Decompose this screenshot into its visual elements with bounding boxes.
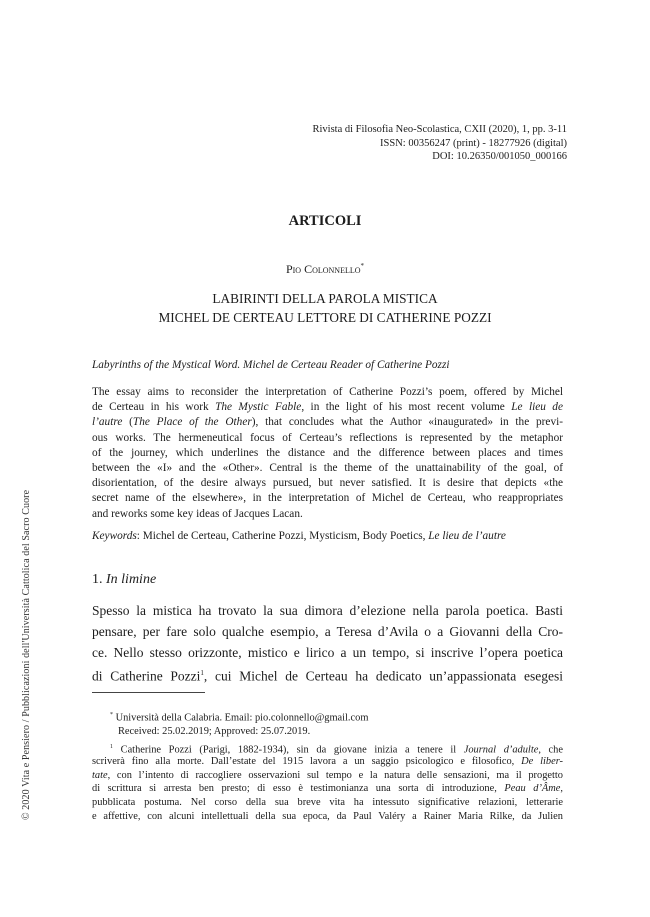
section-number: 1. — [92, 572, 106, 587]
footnote-author-line1 — [110, 709, 368, 725]
footnote-1 — [92, 741, 563, 824]
journal-citation: Rivista di Filosofia Neo-Scolastica, CXII (2020), 1, pp. 3-11 — [312, 124, 567, 135]
abstract-text: , in the light of his most recent volume — [301, 401, 512, 414]
footnote-line — [92, 741, 563, 755]
abstract-italic: The Mystic Fable — [215, 401, 302, 414]
footnote-italic: Peau d’Âme — [504, 783, 561, 795]
abstract-line: and reworks some key ideas of Jacques Lacan. — [92, 507, 303, 520]
keywords-label: Keywords — [92, 530, 137, 542]
abstract-line: between the «I» and the «Other». Central is the theme of the unattainability of the goal, of — [92, 461, 563, 474]
journal-metadata — [313, 123, 568, 164]
body-text — [92, 600, 563, 684]
footnote-line: pubblicata postuma. Nel corso della sua breve vita ha intessuto significative relazioni, letterarie — [92, 797, 563, 809]
footnote-author-line2: Received: 25.02.2019; Approved: 25.07.2019. — [118, 726, 311, 738]
footnote-mark: 1 — [110, 744, 113, 750]
abstract-italic: The Place of the Other — [132, 416, 252, 429]
side-copyright-notice: © 2020 Vita e Pensiero / Pubblicazioni dell'Università Cattolica del Sacro Cuore — [21, 489, 32, 820]
footnote-line — [92, 782, 563, 796]
footnote-line — [92, 769, 563, 783]
article-title — [0, 289, 650, 327]
footnote-text: di scrittura si arresta ben presto; di esso è testimonianza una sorta di introduzione, — [92, 783, 505, 795]
english-title: Labyrinths of the Mystical Word. Michel de Certeau Reader of Catherine Pozzi — [92, 359, 450, 371]
footnote-text: , — [560, 783, 563, 795]
abstract-line: ous works. The hermeneutical focus of Certeau’s reflections is represented by the metaphor — [92, 431, 563, 444]
journal-doi: DOI: 10.26350/001050_000166 — [432, 151, 567, 162]
abstract-italic: l’autre — [92, 416, 123, 429]
footnote-text: Catherine Pozzi (Parigi, 1882-1934), sin da giovane inizia a tenere il — [113, 744, 464, 756]
footnote-mark: * — [110, 712, 113, 718]
footnote-text: Università della Calabria. Email: pio.colonnello@gmail.com — [113, 712, 369, 724]
footnote-line — [92, 755, 563, 769]
footnote-divider — [92, 692, 205, 693]
footnote-text: , che — [538, 744, 563, 756]
abstract-line: of the journey, which underlines the distance and the difference between places and times — [92, 446, 563, 459]
keywords-text: : Michel de Certeau, Catherine Pozzi, Mysticism, Body Poetics, — [136, 530, 429, 542]
footnote-line: e affettive, con alcuni intellettuali della sua epoca, da Paul Valéry a Rainer Maria Rilke, da Julien — [92, 810, 563, 822]
title-line-2: MICHEL DE CERTEAU LETTORE DI CATHERINE POZZI — [158, 310, 492, 325]
keywords — [92, 530, 563, 542]
abstract-text: ), that concludes what the Author «inaugurated» in the previ- — [251, 416, 563, 429]
footnote-text: , con l’intento di raccogliere osservazioni sul tempo e la natura delle sensazioni, ma il progetto — [107, 769, 563, 781]
abstract-text: ( — [122, 416, 133, 429]
footnote-ref: 1 — [200, 669, 204, 677]
body-text-span: , cui Michel de Certeau ha dedicato un’appassionata esegesi — [203, 668, 563, 684]
journal-issn: ISSN: 00356247 (print) - 18277926 (digital) — [380, 137, 567, 149]
title-line-1: LABIRINTI DELLA PAROLA MISTICA — [212, 291, 438, 306]
body-text-span: di Catherine Pozzi — [92, 668, 201, 684]
body-line: ce. Nello stesso orizzonte, mistico e lirico a un tempo, si inscrive l’opera poetica — [92, 645, 563, 660]
abstract-line — [92, 415, 563, 430]
footnote-italic: tate — [92, 769, 108, 781]
footnote-author — [110, 709, 368, 739]
author-name: Pio Colonnello — [285, 262, 361, 276]
section-heading: ARTICOLI — [288, 213, 362, 229]
keywords-italic: Le lieu de l’autre — [428, 530, 506, 542]
footnote-italic: De liber- — [521, 755, 564, 767]
section-name: In limine — [106, 572, 157, 587]
body-line: Spesso la mistica ha trovato la sua dimora d’elezione nella parola poetica. Basti — [92, 603, 563, 618]
body-line: pensare, per fare solo qualche esempio, a Teresa d’Avila o a Giovanni della Cro- — [92, 624, 563, 639]
abstract-italic: Le lieu de — [511, 401, 563, 414]
abstract-line — [92, 400, 563, 415]
section-title — [92, 572, 156, 588]
footnote-italic: Journal d’adulte — [463, 744, 539, 756]
abstract-text: de Certeau in his work — [92, 401, 216, 414]
abstract-line: disorientation, of the desire always pursued, but never satisfied. It is desire that depicts «the — [92, 477, 563, 490]
abstract — [92, 385, 563, 522]
abstract-line: The essay aims to reconsider the interpretation of Catherine Pozzi’s poem, offered by Michel — [92, 386, 563, 398]
author-footnote-mark: * — [360, 262, 365, 270]
body-line — [92, 663, 563, 684]
footnote-text: scriverà fino alla morte. Dall’estate del 1915 lavora a un saggio psicologico e filosofico, — [92, 755, 522, 767]
author-line — [0, 262, 650, 277]
abstract-line: secret name of the elsewhere», in the interpretation of Michel de Certeau, who reappropriates — [92, 492, 563, 505]
